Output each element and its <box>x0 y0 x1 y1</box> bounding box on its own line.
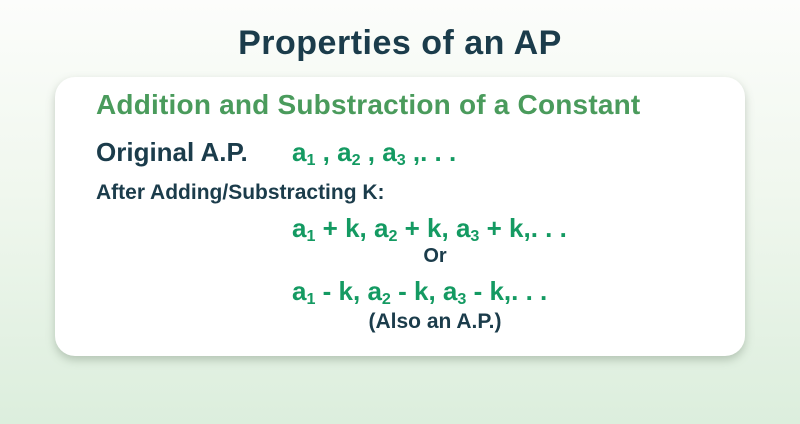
also-an-ap-label: (Also an A.P.) <box>368 310 502 333</box>
original-ap-row <box>96 137 721 168</box>
minus-k-formula: $a_1$ - k, $a_2$ - k, $a_3$ - k,. . . <box>292 276 548 308</box>
card-heading: Addition and Substraction of a Constant <box>96 89 641 120</box>
plus-k-formula: $a_1 + k$, $a_2 + k$, $a_3 + k$,. . . <box>292 213 567 245</box>
or-label: Or <box>423 245 447 267</box>
formula-block <box>292 213 578 334</box>
content-card <box>55 77 745 356</box>
original-ap-label: Original A.P. <box>96 137 248 167</box>
after-adding-subtracting-label: After Adding/Substracting K: <box>96 181 385 204</box>
page-title: Properties of an AP <box>238 24 562 62</box>
original-ap-sequence: $a_1$ , $a_2$ , $a_3$ ,. . . <box>292 137 457 169</box>
